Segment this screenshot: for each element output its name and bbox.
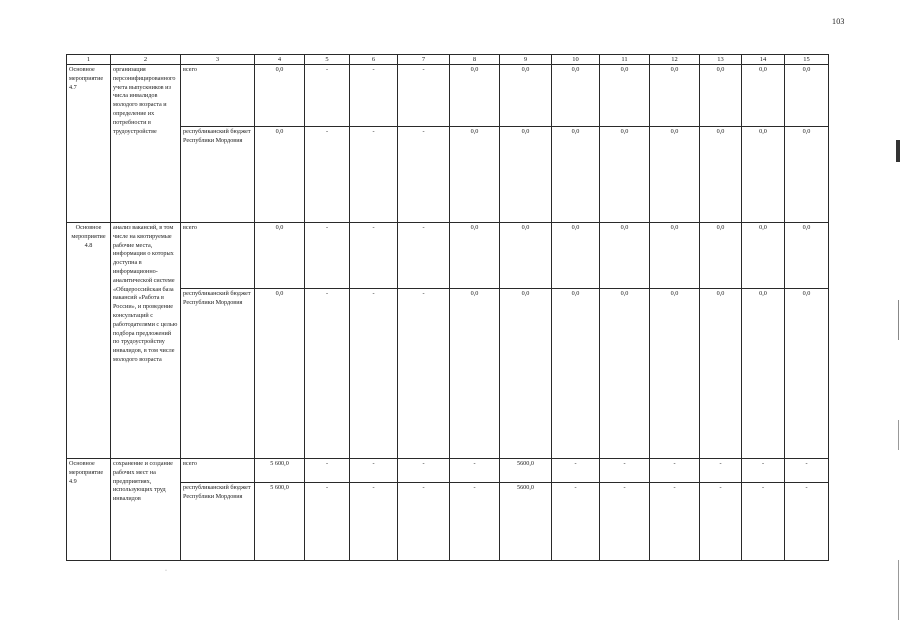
value-cell: - xyxy=(398,127,450,223)
value-cell: 0,0 xyxy=(785,65,829,127)
value-cell: 0,0 xyxy=(700,127,742,223)
value-cell: - xyxy=(450,483,500,561)
column-number-15: 15 xyxy=(785,55,829,65)
column-number-11: 11 xyxy=(600,55,650,65)
value-cell: - xyxy=(785,459,829,483)
measure-name-cell: Основное мероприятие 4.7 xyxy=(67,65,111,223)
funding-source-cell: всего xyxy=(181,223,255,289)
value-cell: 0,0 xyxy=(600,289,650,459)
value-cell: 5 600,0 xyxy=(255,459,305,483)
column-number-7: 7 xyxy=(398,55,450,65)
value-cell: - xyxy=(552,459,600,483)
value-cell: - xyxy=(700,459,742,483)
column-number-4: 4 xyxy=(255,55,305,65)
page-number: 103 xyxy=(832,17,845,26)
value-cell: - xyxy=(398,65,450,127)
funding-source-cell: республиканский бюджет Республики Мордовия xyxy=(181,127,255,223)
column-number-1: 1 xyxy=(67,55,111,65)
column-number-12: 12 xyxy=(650,55,700,65)
funding-source-cell: всего xyxy=(181,459,255,483)
value-cell: 0,0 xyxy=(552,223,600,289)
value-cell: 0,0 xyxy=(650,65,700,127)
table-row xyxy=(67,65,829,127)
value-cell: 0,0 xyxy=(255,223,305,289)
funding-source-cell: республиканский бюджет Республики Мордовия xyxy=(181,483,255,561)
measure-description-cell: анализ вакансий, в том числе на квотируемые рабочие места, информация о которых доступна в информационно-аналитической системе «Общероссийская база вакансий «Работа в России», и проведение консультаций с работодателями с целью подбора предложений по трудоустройству инвалидов, в том числе молодого возраста xyxy=(111,223,181,459)
value-cell: 0,0 xyxy=(742,127,785,223)
value-cell: - xyxy=(350,289,398,459)
value-cell: - xyxy=(398,459,450,483)
value-cell: 0,0 xyxy=(742,223,785,289)
scan-smudge xyxy=(896,140,900,162)
column-number-9: 9 xyxy=(500,55,552,65)
value-cell: - xyxy=(450,459,500,483)
scan-edge-marks xyxy=(895,0,905,640)
value-cell: - xyxy=(700,483,742,561)
program-measures-table xyxy=(66,54,829,561)
value-cell: - xyxy=(398,483,450,561)
value-cell: - xyxy=(650,483,700,561)
value-cell: 0,0 xyxy=(700,223,742,289)
measure-description-cell: организация персонифицированного учета выпускников из числа инвалидов молодого возраста и определение их потребности в трудоустройстве xyxy=(111,65,181,223)
value-cell: - xyxy=(350,127,398,223)
funding-source-cell: всего xyxy=(181,65,255,127)
value-cell: - xyxy=(305,223,350,289)
value-cell: 0,0 xyxy=(785,127,829,223)
table-row xyxy=(67,483,829,561)
value-cell: 0,0 xyxy=(600,65,650,127)
column-number-5: 5 xyxy=(305,55,350,65)
value-cell: - xyxy=(305,459,350,483)
value-cell: - xyxy=(398,289,450,459)
value-cell: - xyxy=(350,459,398,483)
value-cell: - xyxy=(742,459,785,483)
value-cell: 0,0 xyxy=(650,223,700,289)
value-cell: - xyxy=(398,223,450,289)
value-cell: - xyxy=(350,223,398,289)
value-cell: 0,0 xyxy=(700,289,742,459)
value-cell: - xyxy=(305,289,350,459)
value-cell: - xyxy=(785,483,829,561)
value-cell: 0,0 xyxy=(785,223,829,289)
value-cell: 0,0 xyxy=(450,65,500,127)
value-cell: - xyxy=(305,483,350,561)
table-row xyxy=(67,459,829,483)
value-cell: 0,0 xyxy=(650,127,700,223)
scan-line xyxy=(898,420,899,450)
column-number-6: 6 xyxy=(350,55,398,65)
column-number-8: 8 xyxy=(450,55,500,65)
value-cell: 0,0 xyxy=(700,65,742,127)
value-cell: 0,0 xyxy=(500,223,552,289)
value-cell: - xyxy=(350,483,398,561)
value-cell: 0,0 xyxy=(600,127,650,223)
table-row xyxy=(67,127,829,223)
value-cell: - xyxy=(600,459,650,483)
value-cell: 0,0 xyxy=(255,127,305,223)
value-cell: 0,0 xyxy=(742,289,785,459)
value-cell: 0,0 xyxy=(255,289,305,459)
value-cell: 0,0 xyxy=(600,223,650,289)
value-cell: 0,0 xyxy=(552,65,600,127)
value-cell: 0,0 xyxy=(500,289,552,459)
value-cell: - xyxy=(552,483,600,561)
value-cell: 5 600,0 xyxy=(255,483,305,561)
column-number-3: 3 xyxy=(181,55,255,65)
value-cell: - xyxy=(305,65,350,127)
value-cell: 0,0 xyxy=(450,289,500,459)
value-cell: 0,0 xyxy=(785,289,829,459)
value-cell: 0,0 xyxy=(552,289,600,459)
column-number-10: 10 xyxy=(552,55,600,65)
column-number-row xyxy=(67,55,829,65)
value-cell: 0,0 xyxy=(552,127,600,223)
funding-source-cell: республиканский бюджет Республики Мордовия xyxy=(181,289,255,459)
scan-line xyxy=(898,300,899,340)
value-cell: 0,0 xyxy=(450,223,500,289)
column-number-13: 13 xyxy=(700,55,742,65)
scan-line xyxy=(898,560,899,620)
table-row xyxy=(67,289,829,459)
value-cell: 5600,0 xyxy=(500,483,552,561)
value-cell: 0,0 xyxy=(255,65,305,127)
value-cell: - xyxy=(350,65,398,127)
value-cell: 0,0 xyxy=(500,127,552,223)
value-cell: - xyxy=(600,483,650,561)
measure-name-cell: Основное мероприятие 4.8 xyxy=(67,223,111,459)
value-cell: 0,0 xyxy=(650,289,700,459)
column-number-14: 14 xyxy=(742,55,785,65)
table-row xyxy=(67,223,829,289)
table-body xyxy=(67,55,829,561)
value-cell: 0,0 xyxy=(500,65,552,127)
value-cell: - xyxy=(650,459,700,483)
value-cell: - xyxy=(742,483,785,561)
column-number-2: 2 xyxy=(111,55,181,65)
value-cell: 5600,0 xyxy=(500,459,552,483)
measure-name-cell: Основное мероприятие 4.9 xyxy=(67,459,111,561)
value-cell: 0,0 xyxy=(450,127,500,223)
scan-tick: · xyxy=(165,568,167,574)
measure-description-cell: сохранение и создание рабочих мест на предприятиях, использующих труд инвалидов xyxy=(111,459,181,561)
value-cell: - xyxy=(305,127,350,223)
value-cell: 0,0 xyxy=(742,65,785,127)
